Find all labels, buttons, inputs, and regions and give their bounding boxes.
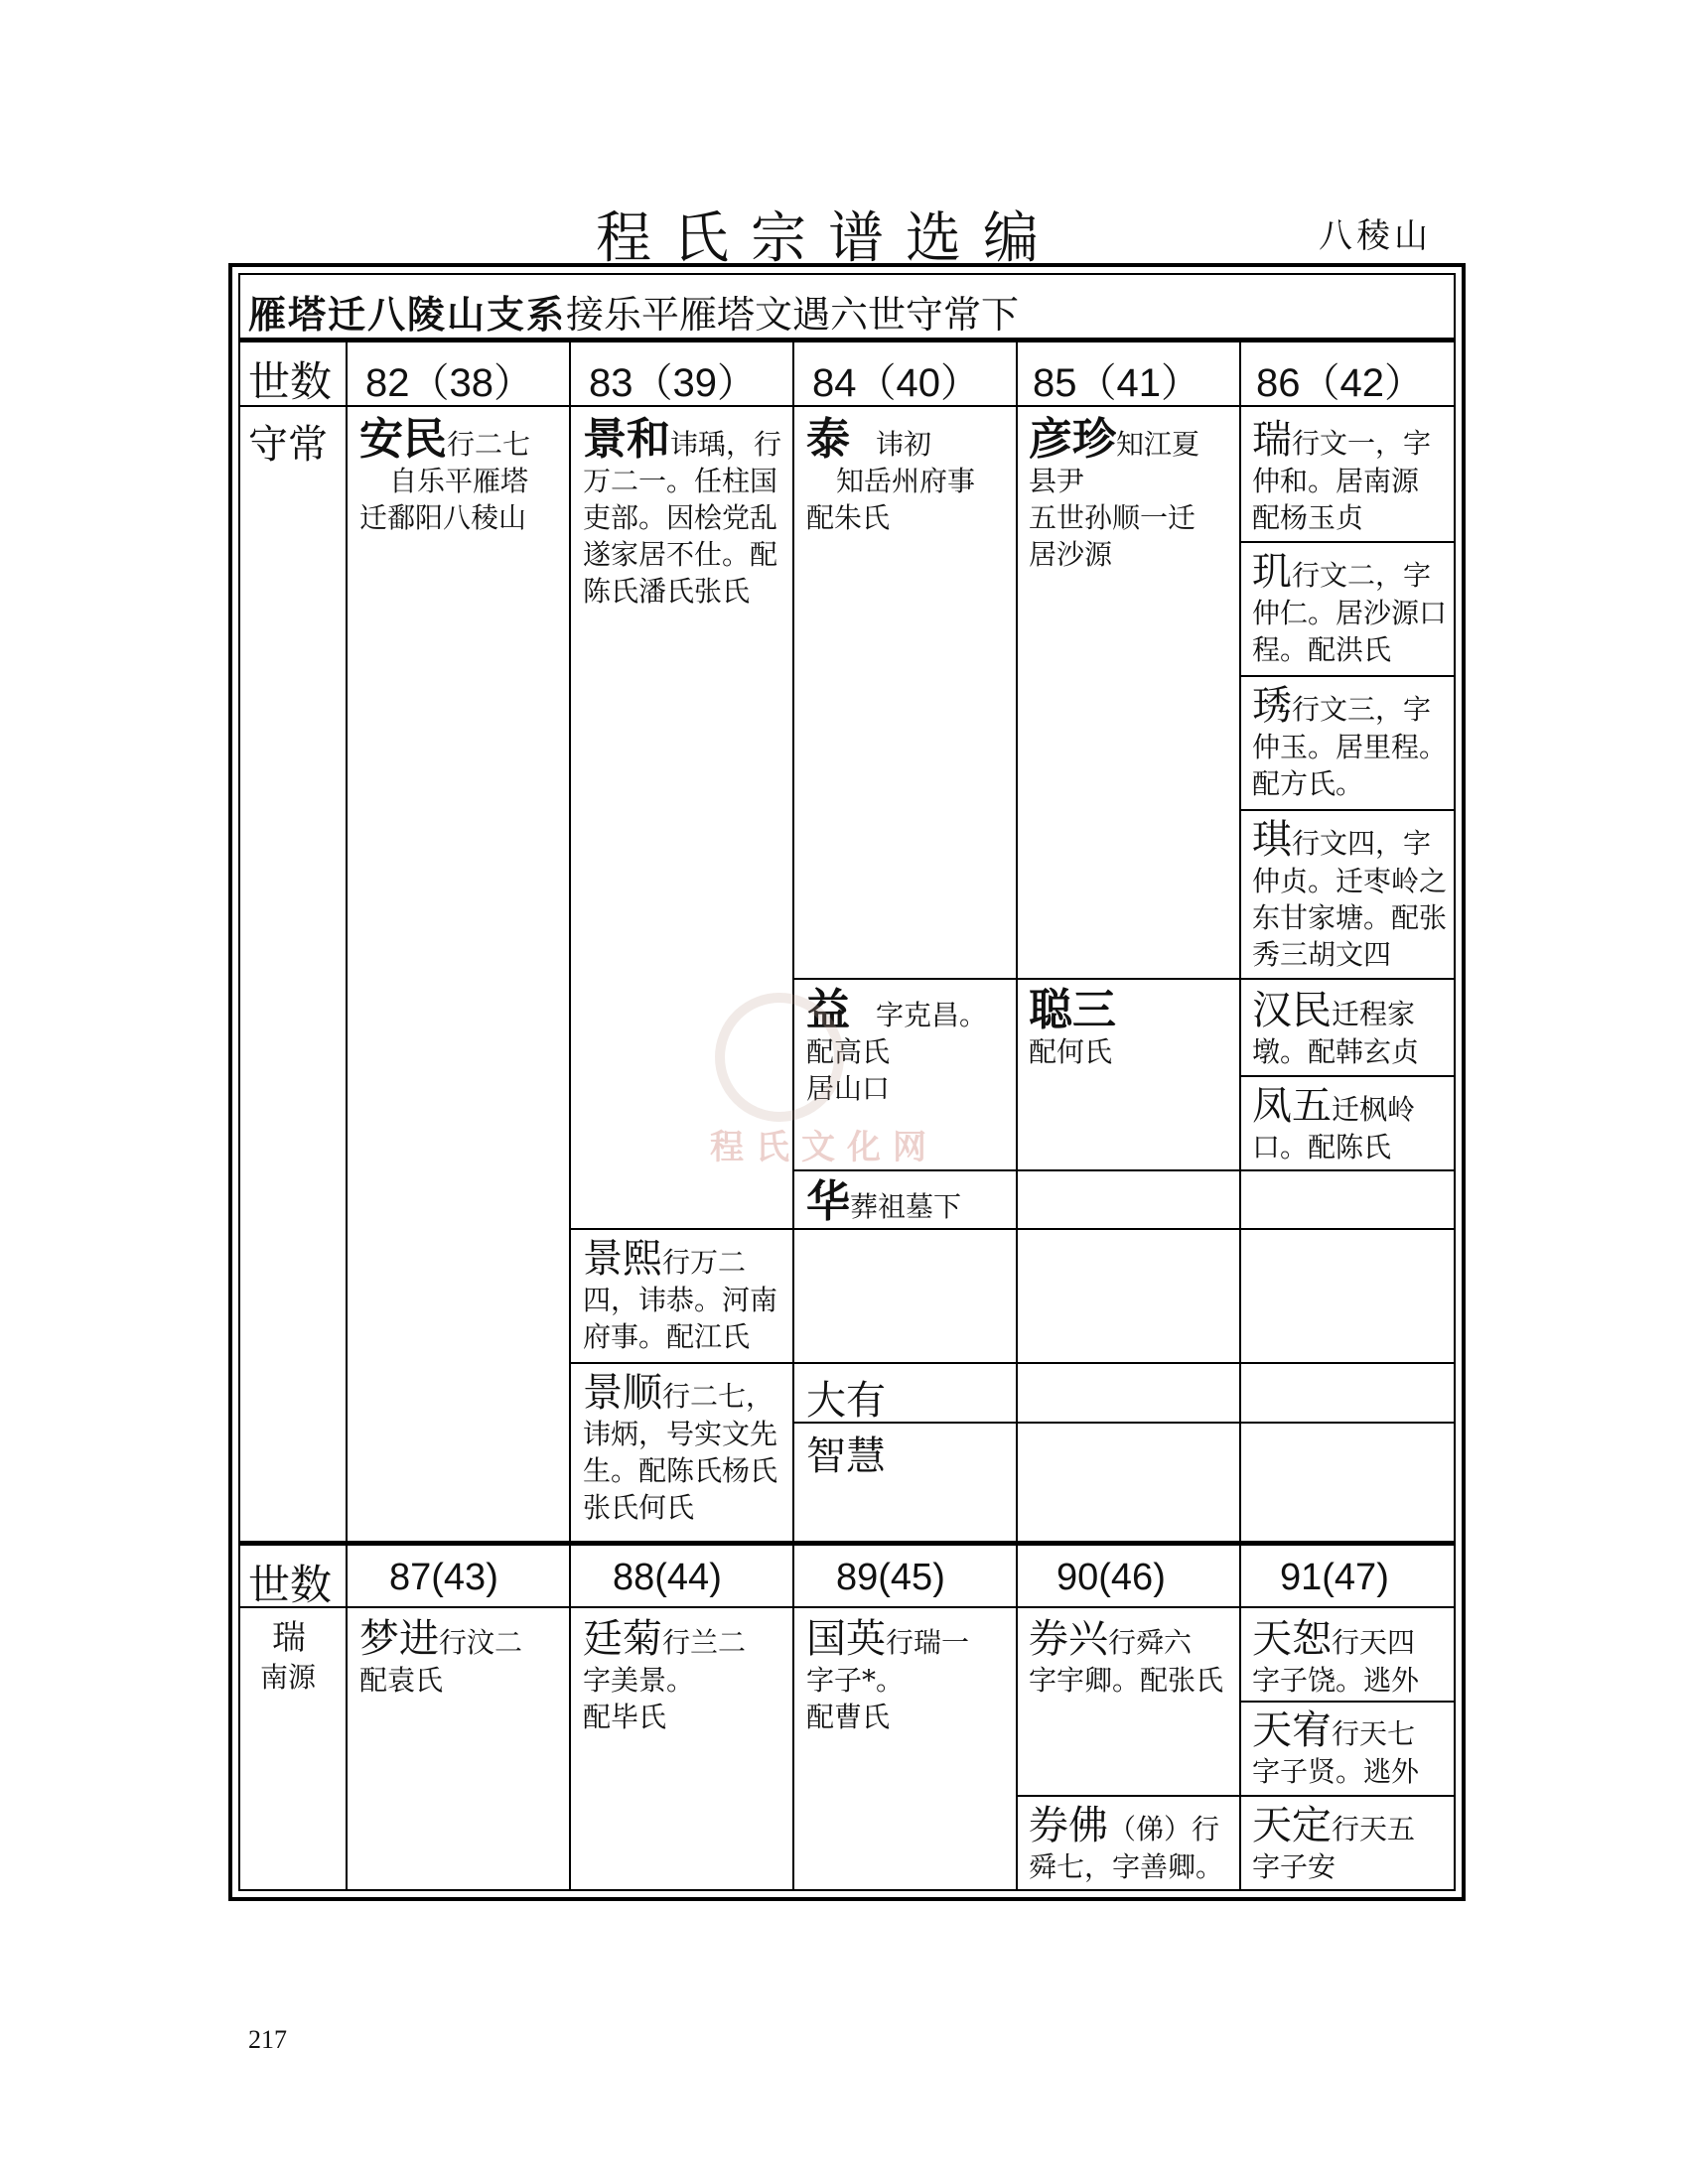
gen-86: 86（42） <box>1256 361 1424 405</box>
gen-89: 89(45) <box>836 1557 945 1598</box>
entry-91-tianshu <box>1252 1616 1456 1699</box>
person-name: 国英 <box>806 1616 886 1662</box>
person-note: 字宇卿。配张氏 <box>1029 1664 1224 1697</box>
person-note: 五世孙顺一迁 <box>1029 501 1196 534</box>
person-note: 行文二，字 <box>1292 559 1432 592</box>
col-line <box>1239 1546 1241 1891</box>
person-note: 行天七 <box>1332 1717 1416 1750</box>
person-name: 天定 <box>1252 1803 1332 1848</box>
person-note: 配方氏。 <box>1252 767 1364 800</box>
branch-subtitle: 接乐平雁塔文遇六世守常下 <box>566 293 1020 337</box>
person-note: 陈氏潘氏张氏 <box>583 575 751 608</box>
person-name: 天宥 <box>1252 1707 1332 1753</box>
person-note: 行天五 <box>1332 1813 1416 1845</box>
col-line <box>569 341 571 1541</box>
person-note: 行汶二 <box>439 1626 523 1659</box>
entry-88-tingju <box>583 1616 786 1735</box>
person-name: 安民 <box>359 414 447 465</box>
gen-85: 85（41） <box>1033 361 1200 405</box>
row-line <box>1239 1075 1456 1077</box>
person-name: 瑞 <box>1252 417 1292 463</box>
col-line <box>1016 341 1018 1541</box>
person-name: 琪 <box>1252 817 1292 863</box>
person-note: 迁鄱阳八稜山 <box>359 501 527 534</box>
gen-87: 87(43) <box>389 1557 498 1598</box>
person-name: 玑 <box>1252 549 1292 595</box>
person-name: 天恕 <box>1252 1616 1332 1662</box>
gen-82: 82（38） <box>365 361 533 405</box>
person-name: 凤五 <box>1252 1083 1332 1129</box>
person-note: 程。配洪氏 <box>1252 633 1392 666</box>
entry-91-tianyou <box>1252 1707 1456 1790</box>
person-note: 行万二 <box>662 1246 747 1279</box>
entry-84-hua <box>806 1176 1010 1227</box>
person-name: 华 <box>806 1176 850 1227</box>
person-name: 彦珍 <box>1029 414 1116 465</box>
col-line <box>346 341 348 1541</box>
entry-84-tai <box>806 414 1010 536</box>
person-note: 葬祖墓下 <box>850 1190 962 1223</box>
person-note: 府事。配江氏 <box>583 1320 751 1353</box>
person-note: 行瑞一 <box>886 1626 970 1659</box>
col-line <box>792 1546 794 1891</box>
person-note: 行二七 <box>447 428 531 461</box>
person-note: 行兰二 <box>662 1626 747 1659</box>
entry-84-dayou <box>806 1378 1010 1424</box>
person-note: 舜七，字善卿。 <box>1029 1850 1224 1883</box>
person-note: 口。配陈氏 <box>1252 1131 1392 1163</box>
person-note: 字子*。 <box>806 1664 905 1697</box>
person-note: 字克昌。 <box>876 999 988 1031</box>
entry-84-zhihui <box>806 1433 1010 1479</box>
person-note: 行文四，字 <box>1292 827 1432 860</box>
person-note: 仲贞。迁枣岭之 <box>1252 865 1448 897</box>
person-name: 智慧 <box>806 1433 886 1479</box>
row-line <box>1239 541 1456 543</box>
person-name: 聪三 <box>1029 985 1116 1035</box>
entry-89-guoying <box>806 1616 1010 1735</box>
entry-86-fengwu <box>1252 1083 1456 1165</box>
person-name: 景熙 <box>583 1236 662 1282</box>
person-name: 大有 <box>806 1378 886 1424</box>
entry-86-qi <box>1252 817 1456 973</box>
person-note: 东甘家塘。配张 <box>1252 901 1448 934</box>
gen-90: 90(46) <box>1056 1557 1166 1598</box>
person-note: 知江夏 <box>1116 428 1200 461</box>
entry-86-hanmin <box>1252 988 1456 1070</box>
row-line <box>569 1228 1456 1230</box>
person-note: 仲和。居南源 <box>1252 465 1420 497</box>
entry-85-congsan <box>1029 985 1232 1070</box>
person-name: 琇 <box>1252 683 1292 729</box>
header-divider-2 <box>238 1606 1456 1608</box>
person-note: 四，讳恭。河南 <box>583 1284 778 1316</box>
ancestor-name-2: 瑞 <box>272 1618 306 1658</box>
person-note: 配袁氏 <box>359 1664 444 1697</box>
row-line <box>1016 1795 1456 1797</box>
col-line <box>569 1546 571 1891</box>
gen-84: 84（40） <box>812 361 980 405</box>
person-note: 配曹氏 <box>806 1701 891 1733</box>
entry-86-rui <box>1252 417 1456 536</box>
row-line <box>1239 1701 1456 1703</box>
col-line <box>346 1546 348 1891</box>
entry-86-ji <box>1252 549 1456 668</box>
gen-83: 83（39） <box>589 361 757 405</box>
row-line <box>1239 675 1456 677</box>
person-note: 墩。配韩玄贞 <box>1252 1035 1420 1068</box>
entry-86-xiu <box>1252 683 1456 802</box>
person-note: （俤）行 <box>1108 1813 1220 1845</box>
person-name: 益 <box>806 985 850 1035</box>
entry-87-mengjin <box>359 1616 563 1699</box>
watermark-seal <box>715 993 844 1122</box>
entry-83-jingxi <box>583 1236 786 1355</box>
person-note: 讳瑀，行 <box>670 428 782 461</box>
person-name: 券佛 <box>1029 1803 1108 1848</box>
person-note: 知岳州府事 <box>836 465 976 497</box>
entry-82-anmin <box>359 414 563 536</box>
ancestor-name: 守常 <box>248 422 328 468</box>
person-note: 行舜六 <box>1108 1626 1193 1659</box>
page-number: 217 <box>248 2025 287 2054</box>
entry-83-jinghe <box>583 414 786 610</box>
person-note: 万二一。任柱国 <box>583 465 778 497</box>
person-note: 讳炳，号实文先 <box>583 1418 778 1450</box>
col-line <box>1016 1546 1018 1891</box>
entry-91-tianding <box>1252 1803 1456 1885</box>
person-note: 吏部。因桧党乱 <box>583 501 778 534</box>
person-name: 景和 <box>583 414 670 465</box>
person-note: 字子饶。逃外 <box>1252 1664 1420 1697</box>
branch-title: 雁塔迁八陵山支系 <box>248 292 567 337</box>
person-note: 自乐平雁塔 <box>389 465 529 497</box>
person-note: 居沙源 <box>1029 538 1113 571</box>
person-note: 字美景。 <box>583 1664 695 1697</box>
person-note: 仲玉。居里程。 <box>1252 731 1448 763</box>
person-note: 居山口 <box>806 1072 891 1105</box>
person-note: 行文三，字 <box>1292 693 1432 726</box>
person-note: 讳初 <box>876 428 932 461</box>
gen-88: 88(44) <box>613 1557 722 1598</box>
page-title: 程氏宗谱选编 <box>596 206 1060 271</box>
entry-90-quanfo <box>1029 1803 1232 1885</box>
person-note: 遂家居不仕。配 <box>583 538 778 571</box>
section-divider <box>238 1541 1456 1546</box>
person-name: 廷菊 <box>583 1616 662 1662</box>
person-note: 仲仁。居沙源口 <box>1252 597 1448 629</box>
ancestor-residence: 南源 <box>260 1661 317 1694</box>
person-note: 配杨玉贞 <box>1252 501 1364 534</box>
person-name: 梦进 <box>359 1616 439 1662</box>
entry-83-jingshun <box>583 1370 786 1526</box>
person-note: 张氏何氏 <box>583 1491 695 1524</box>
watermark-text: 程氏文化网 <box>710 1128 938 1167</box>
person-name: 景顺 <box>583 1370 662 1416</box>
person-note: 秀三胡文四 <box>1252 938 1392 971</box>
person-note: 迁程家 <box>1332 998 1416 1030</box>
person-note: 配高氏 <box>806 1035 891 1068</box>
gen-header-label-2: 世数 <box>248 1561 333 1609</box>
person-note: 行天四 <box>1332 1626 1416 1659</box>
person-note: 字子安 <box>1252 1850 1336 1883</box>
entry-85-yanzhen <box>1029 414 1232 573</box>
person-note: 字子贤。逃外 <box>1252 1755 1420 1788</box>
gen-91: 91(47) <box>1280 1557 1389 1598</box>
place-label: 八稜山 <box>1319 216 1432 256</box>
entry-90-quanxing <box>1029 1616 1232 1699</box>
person-note: 行文一，字 <box>1292 427 1432 460</box>
person-name: 泰 <box>806 414 850 465</box>
col-line <box>1239 341 1241 1541</box>
person-note: 县尹 <box>1029 465 1085 497</box>
person-note: 迁枫岭 <box>1332 1093 1416 1126</box>
row-line <box>792 978 1456 980</box>
person-name: 汉民 <box>1252 988 1332 1033</box>
person-note: 行二七， <box>662 1380 774 1413</box>
person-note: 配何氏 <box>1029 1035 1113 1068</box>
person-note: 生。配陈氏杨氏 <box>583 1454 778 1487</box>
col-line <box>792 341 794 1541</box>
branch-banner <box>248 284 1019 339</box>
person-name: 券兴 <box>1029 1616 1108 1662</box>
row-line <box>569 1362 1456 1364</box>
row-line <box>792 1169 1456 1171</box>
row-line <box>1239 809 1456 811</box>
banner-divider <box>238 338 1456 342</box>
person-note: 配毕氏 <box>583 1701 667 1733</box>
person-note: 配朱氏 <box>806 501 891 534</box>
gen-header-label: 世数 <box>248 357 333 406</box>
